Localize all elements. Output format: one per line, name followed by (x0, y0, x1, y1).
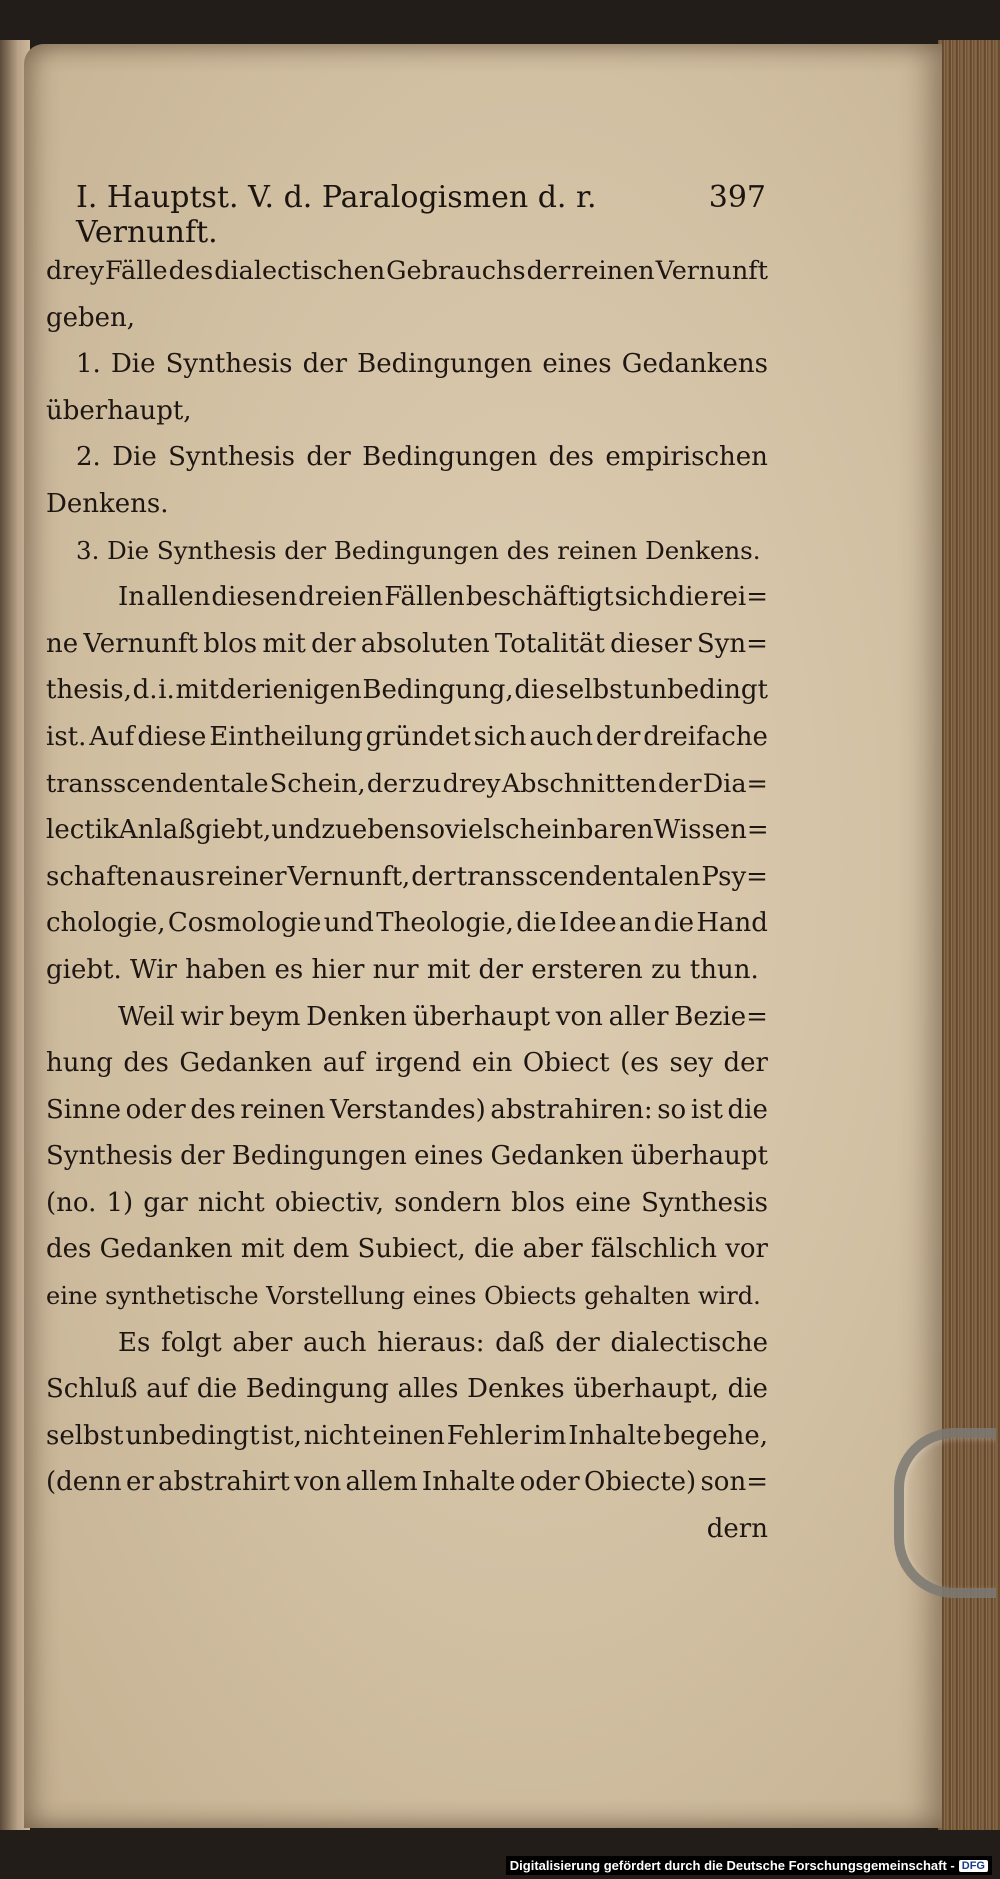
text-line: hung des Gedanken auf irgend ein Obiect (es sey der (46, 1048, 768, 1079)
page-clip (894, 1428, 996, 1598)
text-line: schaften aus reiner Vernunft, der transscendentalen Psy= (46, 861, 768, 892)
text-line: (no. 1) gar nicht obiectiv, sondern blos eine Synthesis (46, 1187, 768, 1218)
text-line: drey Fälle des dialectischen Gebrauchs der reinen Vernunft (46, 256, 768, 286)
text-line: selbst unbedingt ist, nicht einen Fehler im Inhalte begehe, (46, 1420, 768, 1451)
list-item-3: 3. Die Synthesis der Bedingungen des reinen Denkens. (76, 535, 761, 565)
page-number: 397 (708, 180, 766, 215)
digitization-credit (506, 1856, 992, 1875)
text-line: Denkens. (46, 488, 169, 519)
text-line: giebt. Wir haben es hier nur mit der ersteren zu thun. (46, 954, 759, 985)
text-line: ne Vernunft blos mit der absoluten Totalität dieser Syn= (46, 628, 768, 659)
running-header (76, 180, 766, 250)
list-item-1: 1. Die Synthesis der Bedingungen eines Gedankens (76, 349, 768, 380)
paragraph-start: Weil wir beym Denken überhaupt von aller Bezie= (118, 1001, 768, 1032)
text-line: (denn er abstrahirt von allem Inhalte oder Obiecte) son= (46, 1467, 768, 1498)
running-title: I. Hauptst. V. d. Paralogismen d. r. Vernunft. (76, 180, 597, 250)
dfg-logo: DFG (959, 1860, 988, 1872)
text-line: Sinne oder des reinen Verstandes) abstrahiren: so ist die (46, 1094, 768, 1125)
text-line: chologie, Cosmologie und Theologie, die Idee an die Hand (46, 908, 768, 939)
text-line: Synthesis der Bedingungen eines Gedanken überhaupt (46, 1141, 768, 1172)
text-line: des Gedanken mit dem Subiect, die aber fälschlich vor (46, 1234, 768, 1265)
paragraph-start: In allen diesen dreien Fällen beschäftigt sich die rei= (118, 582, 768, 613)
text-line: Schluß auf die Bedingung alles Denkes überhaupt, die (46, 1374, 768, 1405)
body-text (46, 248, 768, 1553)
text-line: thesis, d. i. mit derienigen Bedingung, die selbst unbedingt (46, 675, 768, 706)
text-line: lectik Anlaß giebt, und zu eben so viel scheinbaren Wissen= (46, 815, 769, 846)
text-line: geben, (46, 302, 136, 333)
paragraph-start: Es folgt aber auch hieraus: daß der dialectische (118, 1327, 768, 1358)
text-line: eine synthetische Vorstellung eines Obiects gehalten wird. (46, 1282, 761, 1311)
catchword: dern (706, 1514, 768, 1545)
text-line: transscendentale Schein, der zu drey Abschnitten der Dia= (46, 768, 768, 799)
text-line: überhaupt, (46, 395, 192, 426)
text-line: ist. Auf diese Eintheilung gründet sich auch der dreifache (46, 721, 768, 752)
credit-text: Digitalisierung gefördert durch die Deutsche Forschungsgemeinschaft - (509, 1858, 955, 1873)
list-item-2: 2. Die Synthesis der Bedingungen des empirischen (76, 442, 768, 473)
